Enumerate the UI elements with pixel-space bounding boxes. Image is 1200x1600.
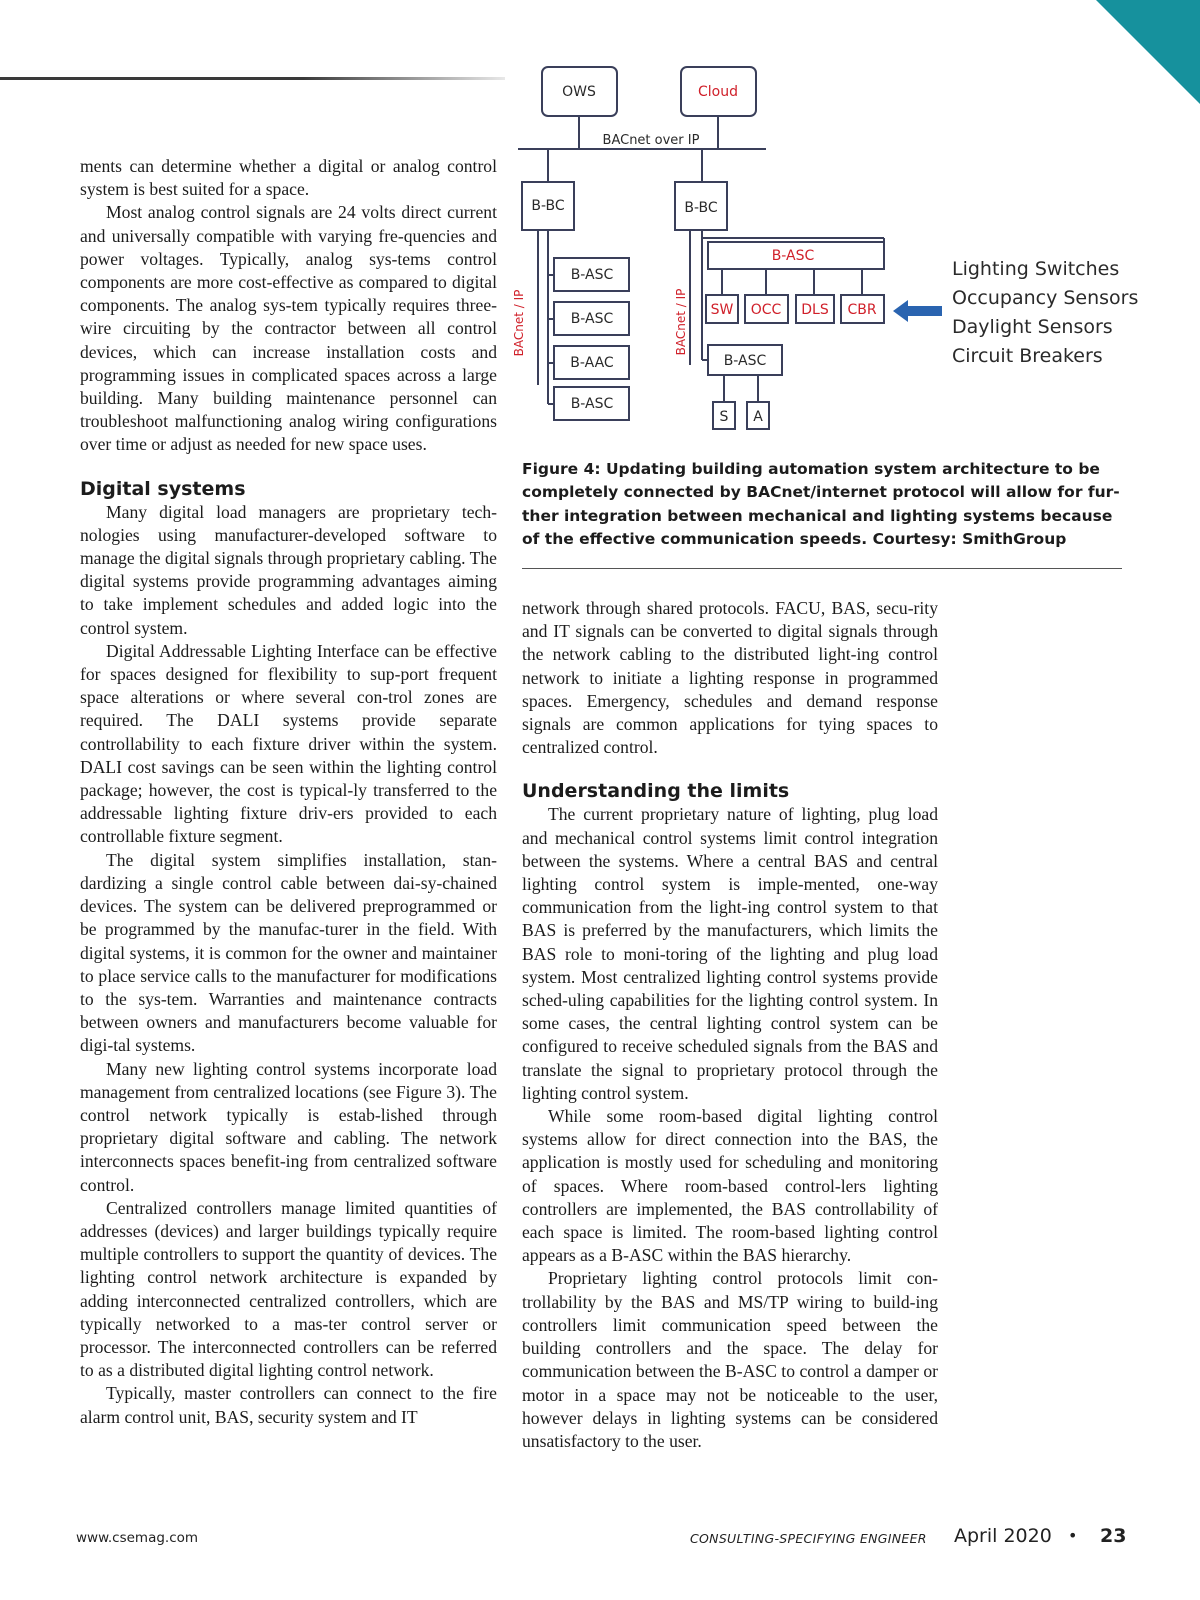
ows-label: OWS <box>562 84 596 100</box>
basc-group-label: B-ASC <box>771 248 815 264</box>
cloud-label: Cloud <box>698 84 738 100</box>
paragraph: Centralized controllers manage limited quantities of addresses (devices) and larger buildings typically require multiple controllers to support the quantity of devices. The lighting control network architecture is expanded by adding interconnected centralized controllers, which are typically networked to a mas-ter control server or processor. The interconnected controllers can be referred to as a distributed digital lighting control network. <box>80 1197 497 1381</box>
paragraph: The current proprietary nature of lighting, plug load and mechanical control systems limit control integration between the systems. Where a central BAS and central lighting control system is imple-mented, one-way communication from the light-ing control system to that BAS is preferred by the manufacturers, which limits the BAS role to moni-toring of the lighting and plug load system. Most centralized lighting control systems provide sched-uling capabilities for the lighting control system. In some cases, the central lighting control system can be configured to receive scheduled signals from the BAS and translate the signal to proprietary protocol through the lighting control system. <box>522 804 938 1103</box>
paragraph: Digital Addressable Lighting Interface can be effective for spaces designed for flexibility to sup-port frequent space alterations or where several con-trol zones are required. The DALI systems provide separate controllability to each fixture driver within the system. DALI cost savings can be seen within the lighting control package; however, the cost is typical-ly transferred to the addressable lighting fixture driv-ers provided to each controllable fixture segment. <box>80 640 497 847</box>
left-device-label: B-ASC <box>570 267 614 283</box>
bbc-left-label: B-BC <box>531 198 565 214</box>
paragraph: The digital system simplifies installation, stan-dardizing a single control cable between dai-sy-chained devices. The system can be delivered preprogrammed or be programmed by the manufac-turer in the field. With digital systems, it is common for the owner and maintainer to place service calls to the manufacturer for modifications to the sys-tem. Warranties and maintenance contracts between owners and manufacturers become valuable for digi-tal systems. <box>80 849 497 1056</box>
paragraph: While some room-based digital lighting control systems allow for direct connection into the BAS, the application is mostly used for scheduling and monitoring of spaces. Where room-based control-lers lighting controllers are implemented, the BAS controllability of each space is limited. The room-based lighting control appears as a B-ASC within the BAS hierarchy. <box>522 1106 938 1266</box>
caption-divider <box>522 568 1122 569</box>
sw-label: SW <box>710 302 734 318</box>
paragraph: Proprietary lighting control protocols limit con-trollability by the BAS and MS/TP wiring to build-ing controllers limit communication speed between the building controllers and the space. The delay for communication between the B-ASC to control a damper or motor in a space may not be noticeable to the user, however delays in lighting systems can be considered unsatisfactory to the user. <box>522 1268 938 1451</box>
footer-magazine-name: CONSULTING-SPECIFYING ENGINEER <box>690 1531 927 1546</box>
network-label: BACnet over IP <box>602 133 700 148</box>
footer-url[interactable]: www.csemag.com <box>76 1530 199 1546</box>
paragraph: Many digital load managers are proprietary tech-nologies using manufacturer-developed software to manage the digital signals through proprietary cabling. The digital systems provide programming advantages aiming to take implement schedules and added logic into the control system. <box>80 501 497 638</box>
legend-item: Daylight Sensors <box>952 316 1113 338</box>
figure-caption: Figure 4: Updating building automation system architecture to be completely connected by BACnet/internet protocol will allow for fur-ther integration between mechanical and lighting systems because of the effective communication speeds. Courtesy: SmithGroup <box>522 460 1120 548</box>
paragraph: Many new lighting control systems incorporate load management from centralized locations (see Figure 3). The control network typically is estab-lished through proprietary digital software and cabling. The network interconnects spaces benefit-ing from centralized software control. <box>80 1058 497 1195</box>
header-rule <box>0 77 505 80</box>
sensor-s-label: S <box>719 409 729 425</box>
left-device-label: B-ASC <box>570 311 614 327</box>
occ-label: OCC <box>750 302 782 318</box>
legend-item: Lighting Switches <box>952 258 1120 280</box>
legend-item: Circuit Breakers <box>952 345 1103 367</box>
section-heading-digital-systems: Digital systems <box>80 477 246 500</box>
paragraph: network through shared protocols. FACU, BAS, secu-rity and IT signals can be converted to digital signals through the network cabling to the distributed light-ing control network to initiate a lighting response in programmed spaces. Emergency, schedules and demand response signals are common applications for tying spaces to centralized control. <box>522 598 938 758</box>
left-device-label: B-ASC <box>570 396 614 412</box>
sensor-a-label: A <box>753 409 763 425</box>
arrow-left-icon <box>893 300 942 322</box>
paragraph: Typically, master controllers can connect to the fire alarm control unit, BAS, security system and IT <box>80 1383 497 1427</box>
page-number: 23 <box>1100 1525 1127 1547</box>
architecture-diagram <box>510 60 1170 440</box>
paragraph: ments can determine whether a digital or analog control system is best suited for a space. <box>80 156 497 200</box>
bacnet-ip-right-label: BACnet / IP <box>674 288 688 356</box>
bbc-right-label: B-BC <box>684 200 718 216</box>
right-column <box>522 597 938 1453</box>
cbr-label: CBR <box>847 302 877 318</box>
footer-date: April 2020 <box>954 1525 1052 1547</box>
footer-bullet: • <box>1068 1526 1078 1545</box>
bacnet-ip-left-label: BACnet / IP <box>512 289 526 357</box>
paragraph: Most analog control signals are 24 volts direct current and universally compatible with varying fre-quencies and power voltages. Typically, analog sys-tems control components are more cost-effective as compared to digital components. The analog sys-tem typically requires three-wire circuiting by the contractor between all control devices, which can increase installation costs and programming issues in complicated spaces across a large building. Many building maintenance personnel can troubleshoot malfunctioning analog wiring configurations over time or adjust as needed for new space uses. <box>80 202 497 455</box>
left-device-label: B-AAC <box>570 355 614 371</box>
section-heading-understanding-limits: Understanding the limits <box>522 780 790 803</box>
basc-lower-label: B-ASC <box>723 353 767 369</box>
left-column <box>80 155 497 1429</box>
dls-label: DLS <box>801 302 829 318</box>
legend-item: Occupancy Sensors <box>952 287 1139 309</box>
